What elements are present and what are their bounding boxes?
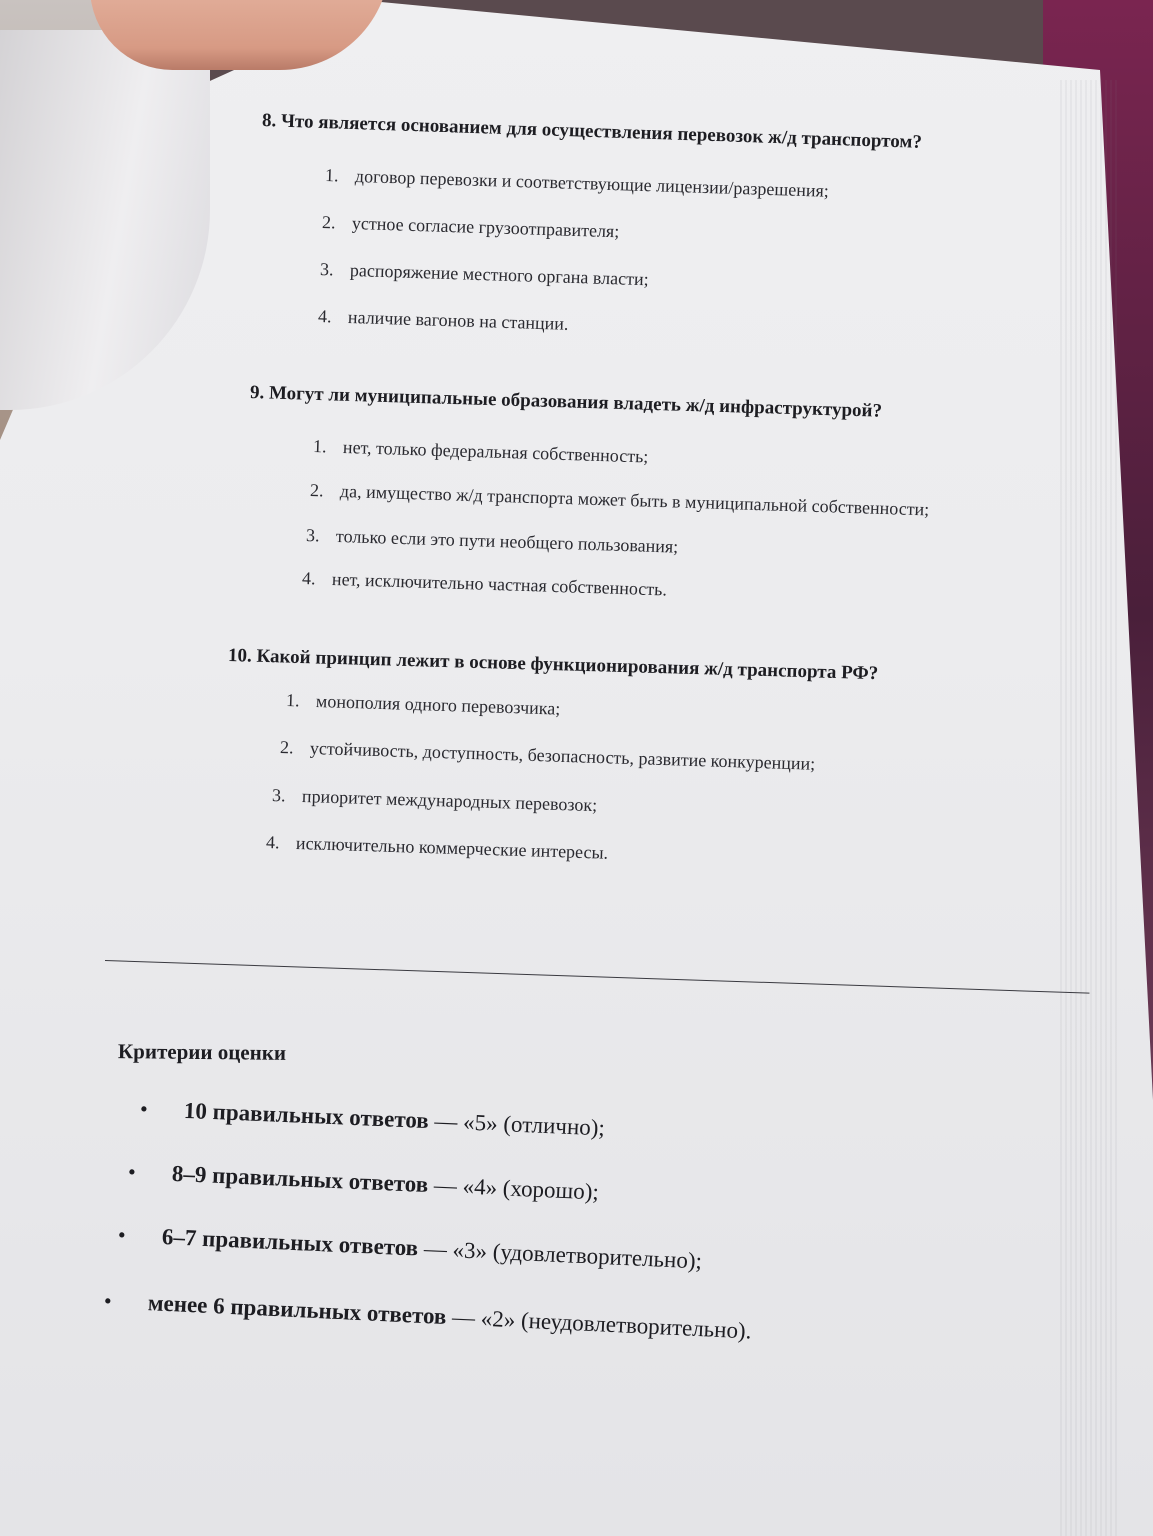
option-text: наличие вагонов на станции. xyxy=(347,306,569,334)
option-number: 3. xyxy=(305,525,320,546)
question-text: Могут ли муниципальные образования владеть ж/д инфраструктурой? xyxy=(268,382,883,422)
criteria-item xyxy=(139,1096,605,1141)
question-text: Какой принцип лежит в основе функционирования ж/д транспорта РФ? xyxy=(256,645,879,685)
bullet-icon: • xyxy=(117,1222,127,1248)
criteria-count: 8–9 правильных ответов xyxy=(171,1160,429,1198)
option-number: 1. xyxy=(312,436,327,457)
horizontal-divider xyxy=(105,960,1089,994)
criteria-item xyxy=(117,1222,702,1274)
option-number: 4. xyxy=(265,832,280,853)
question-10-option-2 xyxy=(280,737,816,775)
question-10 xyxy=(228,645,879,685)
question-10-option-3 xyxy=(272,785,598,816)
option-text: да, имущество ж/д транспорта может быть в муниципальной собственности; xyxy=(339,480,930,520)
question-8-option-4 xyxy=(318,306,569,335)
option-text: приоритет международных перевозок; xyxy=(301,785,598,816)
option-text: устное согласие грузоотправителя; xyxy=(351,212,620,242)
question-9-option-2 xyxy=(310,480,930,520)
option-number: 1. xyxy=(324,165,339,186)
question-number: 10. xyxy=(227,645,253,667)
option-number: 3. xyxy=(319,259,334,280)
option-number: 3. xyxy=(271,785,286,806)
option-text: нет, исключительно частная собственность. xyxy=(331,568,668,600)
criteria-grade: — «2» (неудовлетворительно). xyxy=(445,1304,753,1344)
criteria-count: менее 6 правильных ответов xyxy=(147,1290,447,1330)
option-number: 4. xyxy=(301,568,316,589)
option-text: распоряжение местного органа власти; xyxy=(349,259,649,290)
criteria-title: Критерии оценки xyxy=(117,1039,287,1065)
option-number: 2. xyxy=(279,737,294,758)
question-number: 9. xyxy=(249,382,265,404)
question-8-option-1 xyxy=(325,165,829,202)
option-text: нет, только федеральная собственность; xyxy=(342,436,649,467)
bullet-icon: • xyxy=(139,1096,149,1122)
option-number: 2. xyxy=(321,212,336,233)
option-text: монополия одного перевозчика; xyxy=(315,690,561,719)
criteria-item xyxy=(127,1159,599,1206)
question-9-option-4 xyxy=(302,568,668,600)
question-10-option-1 xyxy=(286,690,561,720)
criteria-grade: — «4» (хорошо); xyxy=(427,1172,600,1205)
question-9-option-3 xyxy=(306,525,679,558)
question-number: 8. xyxy=(261,110,277,132)
option-number: 4. xyxy=(317,306,332,327)
criteria-item xyxy=(103,1288,752,1345)
criteria-grade: — «5» (отлично); xyxy=(428,1108,606,1141)
question-10-option-4 xyxy=(266,832,609,864)
option-text: устойчивость, доступность, безопасность, развитие конкуренции; xyxy=(309,737,816,774)
criteria-count: 6–7 правильных ответов xyxy=(161,1224,419,1261)
bullet-icon: • xyxy=(103,1288,113,1314)
bullet-icon: • xyxy=(127,1159,137,1185)
criteria-grade: — «3» (удовлетворительно); xyxy=(417,1235,703,1274)
question-text: Что является основанием для осуществления перевозок ж/д транспортом? xyxy=(280,110,923,153)
question-9-option-1 xyxy=(313,436,649,468)
question-9 xyxy=(250,382,883,423)
option-text: исключительно коммерческие интересы. xyxy=(295,832,609,863)
option-number: 2. xyxy=(309,480,324,501)
criteria-count: 10 правильных ответов xyxy=(183,1097,430,1134)
option-number: 1. xyxy=(285,690,300,711)
question-8-option-3 xyxy=(320,259,649,290)
option-text: договор перевозки и соответствующие лицензии/разрешения; xyxy=(354,165,830,201)
option-text: только если это пути необщего пользования; xyxy=(335,525,679,557)
question-8-option-2 xyxy=(322,212,620,242)
question-8 xyxy=(262,110,923,154)
